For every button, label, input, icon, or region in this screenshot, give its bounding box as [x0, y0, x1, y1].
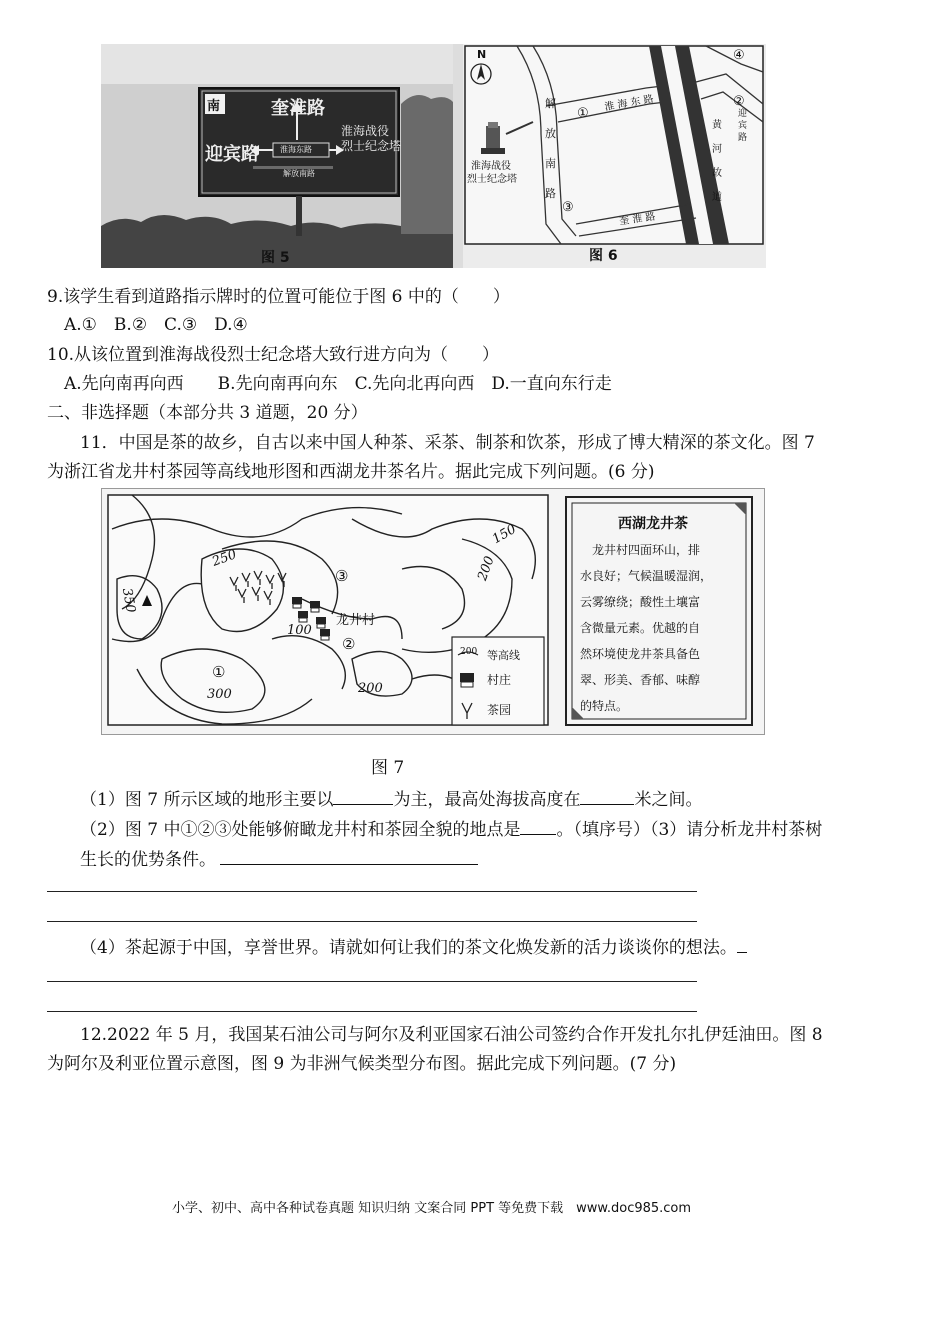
sign-right-text-1: 淮海战役: [341, 124, 390, 138]
figure-7-panel: [101, 488, 765, 735]
answer-line[interactable]: [47, 891, 697, 892]
sign-center-road: 淮海东路: [280, 145, 312, 154]
road-jiefang-south-label: [545, 89, 556, 209]
answer-blank-terrain[interactable]: [333, 786, 393, 805]
figure-5-caption: 图 5: [261, 250, 290, 266]
answer-line[interactable]: [47, 1011, 697, 1012]
sign-right-text-2: 烈士纪念塔: [341, 139, 402, 153]
map-marker-1: ①: [577, 106, 589, 121]
question-10-options: A.先向南再向西 B.先向南再向东 C.先向北再向西 D.一直向东行走: [64, 374, 612, 394]
contour-label-200-b: 200: [358, 681, 383, 696]
question-12-line-1: 12.2022 年 5 月，我国某石油公司与阿尔及利亚国家石油公司签约合作开发扎尔扎伊廷油田。图 8: [80, 1025, 823, 1045]
village-label: 龙井村: [336, 613, 376, 628]
contour-label-100: 100: [287, 623, 312, 638]
road-char: 路: [738, 133, 748, 143]
sign-top-road: 奎淮路: [271, 98, 325, 119]
section-2-heading: 二、非选择题（本部分共 3 道题，20 分）: [47, 403, 368, 423]
monument-label-1: 淮海战役: [471, 161, 511, 172]
question-11-intro-2: 为浙江省龙井村茶园等高线地形图和西湖龙井茶名片。据此完成下列问题。(6 分): [47, 462, 655, 482]
tea-card-title: 西湖龙井茶: [618, 516, 688, 532]
legend-village-label: 村庄: [487, 673, 512, 687]
sign-south-label: 南: [207, 99, 221, 114]
contour-label-300: 300: [207, 687, 232, 702]
road-kuihuai-label: 奎 淮 路: [618, 211, 657, 228]
sign-bottom-road: 解放南路: [283, 169, 315, 178]
tea-card-line: 龙井村四面环山，排: [592, 543, 701, 557]
question-11-sub-2: [80, 816, 822, 842]
road-char: 河: [712, 144, 722, 155]
question-11-sub-4: [80, 934, 747, 960]
figure-7-caption: 图 7: [371, 758, 405, 778]
road-char: 迎: [738, 109, 748, 119]
sub-1-text-b: 为主，最高处海拔高度在: [393, 790, 581, 810]
road-char: 南: [545, 157, 556, 170]
question-11-sub-1: [80, 786, 702, 812]
legend-tea-label: 茶园: [487, 703, 512, 717]
answer-line[interactable]: [47, 921, 697, 922]
road-char: 路: [545, 187, 556, 200]
sub-1-text-a: （1）图 7 所示区域的地形主要以: [80, 790, 334, 810]
sub-2-text-b: 。（填序号）（3）请分析龙井村茶树: [556, 820, 823, 840]
contour-label-350: 350: [118, 586, 138, 615]
contour-label-150: 150: [489, 521, 519, 548]
road-char: 解: [545, 97, 556, 110]
contour-label-250: 250: [210, 547, 239, 570]
map-marker-2: ②: [342, 635, 356, 653]
map-marker-1: ①: [212, 663, 226, 681]
map-marker-3: ③: [335, 567, 349, 585]
map-marker-4: ④: [733, 48, 745, 63]
north-label: N: [477, 48, 487, 61]
question-11-sub-3: [80, 846, 478, 872]
map-marker-2: ②: [733, 94, 745, 109]
road-char: 放: [545, 127, 556, 140]
monument-label-2: 烈士纪念塔: [467, 174, 517, 185]
answer-blank-ideas[interactable]: [737, 934, 747, 953]
figure-6-caption: 图 6: [589, 248, 618, 264]
road-yingbin-label: [738, 108, 747, 144]
tea-card-line: 的特点。: [580, 699, 629, 713]
answer-line[interactable]: [47, 981, 697, 982]
answer-blank-conditions[interactable]: [220, 846, 478, 865]
road-char: 黄: [712, 120, 722, 131]
road-char: 宾: [738, 121, 748, 131]
tea-card-line: 含微量元素。优越的自: [580, 621, 701, 635]
figure-5-photo: [101, 44, 453, 268]
figure-5-6-panel: [101, 44, 766, 268]
legend-contour-number: 200: [460, 647, 478, 657]
tea-card-line: 然环境使龙井茶具备色: [580, 647, 701, 661]
question-9-options: A.① B.② C.③ D.④: [64, 315, 248, 335]
question-9-stem: 9.该学生看到道路指示牌时的位置可能位于图 6 中的（ ）: [47, 287, 510, 307]
answer-blank-location[interactable]: [520, 816, 556, 835]
question-11-intro-1: 11．中国是茶的故乡，自古以来中国人种茶、采茶、制茶和饮茶，形成了博大精深的茶文化。图 7: [80, 433, 815, 453]
road-huaihai-east-label: 淮 海 东 路: [603, 93, 655, 114]
page-footer: 小学、初中、高中各种试卷真题 知识归纳 文案合同 PPT 等免费下载 www.doc985.com: [172, 1201, 692, 1216]
contour-label-200-a: 200: [475, 554, 498, 583]
contour-map: [108, 495, 548, 725]
map-marker-3: ③: [562, 200, 574, 215]
road-char: 故: [712, 168, 722, 179]
tea-card-line: 翠、形美、香郁、味醇: [580, 673, 701, 687]
answer-blank-altitude[interactable]: [580, 786, 634, 805]
road-huanghe-label: [712, 114, 722, 210]
sub-1-text-c: 米之间。: [634, 790, 703, 810]
legend-contour-label: 等高线: [487, 649, 520, 662]
tea-card-line: 云雾缭绕；酸性土壤富: [580, 595, 701, 609]
tea-card-line: 水良好；气候温暖湿润，: [580, 569, 713, 583]
question-12-line-2: 为阿尔及利亚位置示意图，图 9 为非洲气候类型分布图。据此完成下列问题。(7 分): [47, 1054, 677, 1074]
sub-2-text-a: （2）图 7 中①②③处能够俯瞰龙井村和茶园全貌的地点是: [80, 820, 521, 840]
sub-3-text: 生长的优势条件。: [80, 850, 216, 870]
sub-4-text: （4）茶起源于中国，享誉世界。请就如何让我们的茶文化焕发新的活力谈谈你的想法。: [80, 938, 737, 958]
sign-left-road: 迎宾路: [205, 144, 259, 165]
road-char: 道: [712, 192, 722, 203]
tea-card-body: [580, 537, 746, 719]
question-10-stem: 10.从该位置到淮海战役烈士纪念塔大致行进方向为（ ）: [47, 345, 500, 365]
